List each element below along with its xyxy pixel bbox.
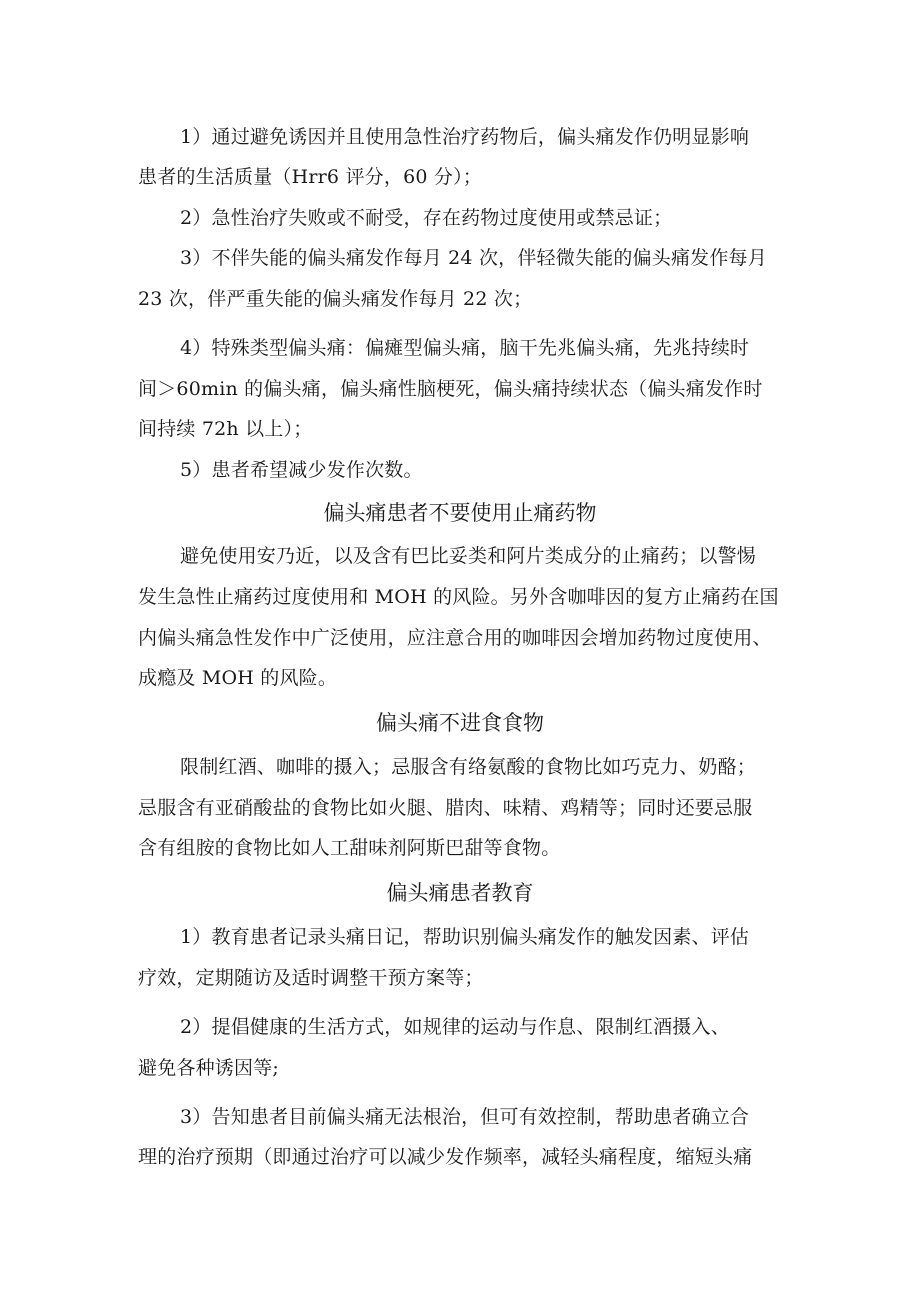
section-heading-education: 偏头痛患者教育 <box>386 881 534 905</box>
edu-item-2-line-2: 避免各种诱因等; <box>138 1057 280 1079</box>
painkiller-para-line-2: 发生急性止痛药过度使用和 MOH 的风险。另外含咖啡因的复方止痛药在国 <box>138 586 779 608</box>
section-heading-food: 偏头痛不进食食物 <box>376 711 544 735</box>
item-3-line-1: 3）不伴失能的偏头痛发作每月 24 次，伴轻微失能的偏头痛发作每月 <box>180 247 767 269</box>
painkiller-para-line-4: 成瘾及 MOH 的风险。 <box>138 667 338 689</box>
item-3-line-2: 23 次，伴严重失能的偏头痛发作每月 22 次； <box>138 288 533 310</box>
edu-item-1-line-2: 疗效，定期随访及适时调整干预方案等； <box>138 967 484 989</box>
food-para-line-2: 忌服含有亚硝酸盐的食物比如火腿、腊肉、味精、鸡精等；同时还要忌服 <box>138 797 753 819</box>
edu-item-3-line-1: 3）告知患者目前偏头痛无法根治，但可有效控制，帮助患者确立合 <box>180 1106 750 1128</box>
edu-item-1-line-1: 1）教育患者记录头痛日记，帮助识别偏头痛发作的触发因素、评估 <box>180 926 750 948</box>
item-4-line-3: 间持续 72h 以上）； <box>138 418 313 440</box>
item-1-line-1: 1）通过避免诱因并且使用急性治疗药物后，偏头痛发作仍明显影响 <box>180 126 750 148</box>
item-4-line-1: 4）特殊类型偏头痛：偏瘫型偏头痛，脑干先兆偏头痛，先兆持续时 <box>180 337 750 359</box>
food-para-line-3: 含有组胺的食物比如人工甜味剂阿斯巴甜等食物。 <box>138 837 561 859</box>
section-heading-no-painkillers: 偏头痛患者不要使用止痛药物 <box>323 501 597 525</box>
food-para-line-1: 限制红酒、咖啡的摄入；忌服含有络氨酸的食物比如巧克力、奶酪； <box>180 756 757 778</box>
edu-item-2-line-1: 2）提倡健康的生活方式，如规律的运动与作息、限制红酒摄入、 <box>180 1016 730 1038</box>
painkiller-para-line-1: 避免使用安乃近，以及含有巴比妥类和阿片类成分的止痛药；以警惕 <box>180 545 757 567</box>
painkiller-para-line-3: 内偏头痛急性发作中广泛使用，应注意合用的咖啡因会增加药物过度使用、 <box>138 627 772 649</box>
item-5-line-1: 5）患者希望减少发作次数。 <box>180 459 423 481</box>
item-1-line-2: 患者的生活质量（Hrr6 评分，60 分）； <box>138 166 482 188</box>
item-2-line-1: 2）急性治疗失败或不耐受，存在药物过度使用或禁忌证； <box>180 207 673 229</box>
item-4-line-2: 间＞60min 的偏头痛，偏头痛性脑梗死，偏头痛持续状态（偏头痛发作时 <box>138 378 763 400</box>
edu-item-3-line-2: 理的治疗预期（即通过治疗可以减少发作频率，减轻头痛程度，缩短头痛 <box>138 1146 753 1168</box>
